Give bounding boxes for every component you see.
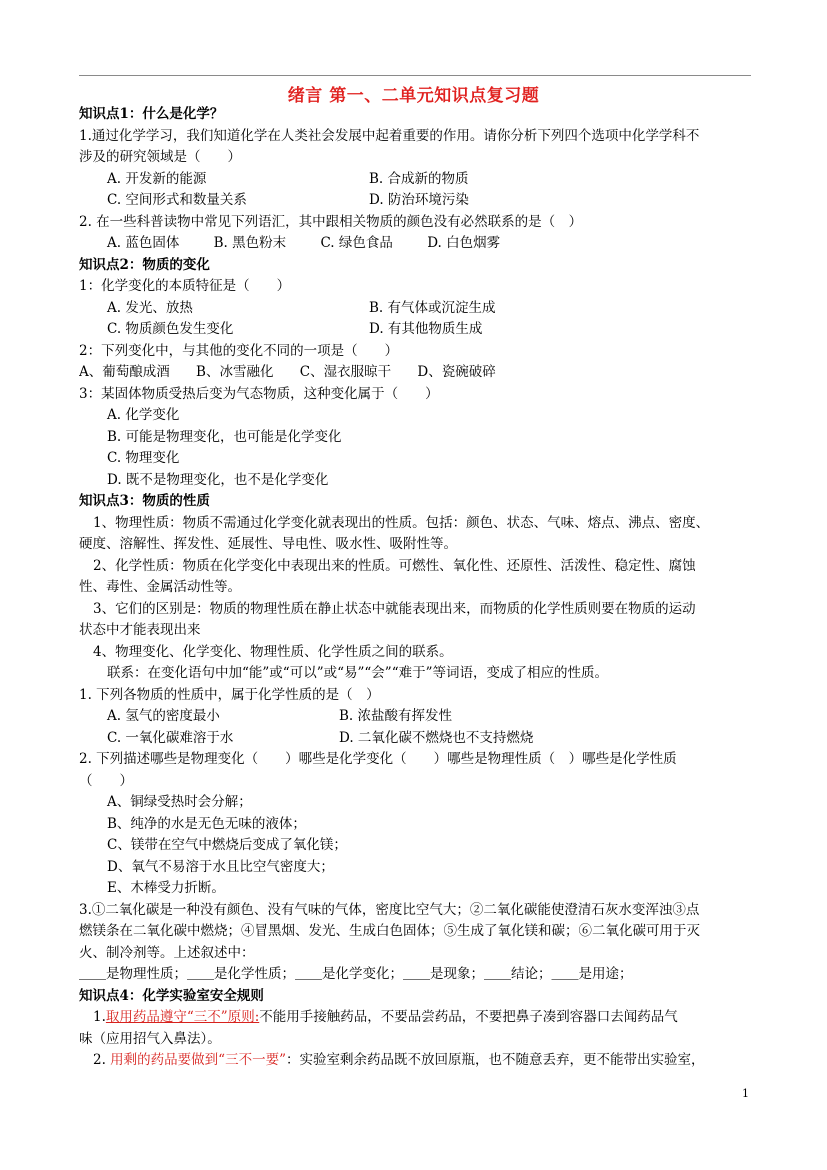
option: B. 有气体或沉淀生成 (369, 299, 496, 316)
option: E、木棒受力折断。 (107, 880, 225, 896)
paragraph: 4、物理变化、化学变化、物理性质、化学性质之间的联系。 (93, 643, 453, 660)
option: C. 绿色食品 (320, 235, 393, 251)
option-row (79, 169, 751, 191)
option: A. 蓝色固体 (107, 235, 180, 251)
question-text: 火、制冷剂等。上述叙述中： (79, 944, 255, 961)
rule-text: 味（应用招气入鼻法）。 (79, 1030, 221, 1047)
paragraph: 性、毒性、金属活动性等。 (79, 579, 241, 595)
paragraph: 硬度、溶解性、挥发性、延展性、导电性、吸水性、吸附性等。 (79, 536, 457, 552)
fill-in-blanks: ＿＿是物理性质；＿＿是化学性质；＿＿是化学变化；＿＿是现象；＿＿结论；＿＿是用途； (79, 966, 633, 982)
question-text: 1. 下列各物质的性质中，属于化学性质的是（ ） (79, 686, 380, 703)
option: D、氧气不易溶于水且比空气密度大； (107, 858, 334, 875)
option-row (79, 706, 751, 728)
option: A. 化学变化 (107, 407, 180, 423)
question-text: 涉及的研究领域是（ ） (79, 149, 241, 165)
rule-number: 1. (93, 1009, 106, 1025)
rule-1 (79, 1007, 751, 1029)
rule-number: 2. (93, 1052, 111, 1068)
option: B. 浓盐酸有挥发性 (339, 708, 453, 724)
question-text: 2. 在一些科普读物中常见下列语汇，其中跟相关物质的颜色没有必然联系的是（ ） (79, 213, 583, 230)
option: C. 物理变化 (107, 450, 180, 466)
option-row (79, 319, 751, 341)
question-text: 2：下列变化中，与其他的变化不同的一项是（ ） (79, 342, 399, 359)
option: D. 有其他物质生成 (369, 321, 483, 337)
option: B、纯净的水是无色无味的液体； (107, 815, 306, 832)
question-text: 1.通过化学学习，我们知道化学在人类社会发展中起着重要的作用。请你分析下列四个选项中化学学科不 (79, 127, 700, 144)
question-text: 2. 下列描述哪些是物理变化（ ）哪些是化学变化（ ）哪些是物理性质（ ）哪些是化学性质 (79, 751, 677, 767)
option: A. 开发新的能源 (107, 170, 207, 187)
paragraph: 联系：在变化语句中加“能”或“可以”或“易”“会”“难于”等词语，变成了相应的性质。 (107, 665, 609, 681)
rule-text: 不能用手接触药品，不要品尝药品，不要把鼻子凑到容器口去闻药品气 (259, 1009, 678, 1025)
option: C、镁带在空气中燃烧后变成了氧化镁； (107, 837, 347, 853)
option-row (79, 233, 751, 255)
header-rule (79, 75, 751, 76)
option: D. 白色烟雾 (427, 235, 501, 251)
option: A. 氢气的密度最小 (107, 708, 220, 724)
question-text: 燃镁条在二氧化碳中燃烧；④冒黑烟、发光、生成白色固体；⑤生成了氧化镁和碳；⑥二氧化碳可用于灭 (79, 923, 700, 939)
option: A、铜绿受热时会分解； (107, 794, 252, 810)
option: C. 物质颜色发生变化 (107, 321, 234, 337)
option: B. 可能是物理变化，也可能是化学变化 (107, 428, 342, 445)
section-heading-2: 知识点2：物质的变化 (79, 256, 210, 273)
paragraph: 2、化学性质：物质在化学变化中表现出来的性质。可燃性、氧化性、还原性、活泼性、稳定性、腐蚀 (93, 557, 696, 574)
document-body (79, 104, 751, 1072)
question-text: 3：某固体物质受热后变为气态物质，这种变化属于（ ） (79, 385, 439, 402)
option: B. 黑色粉末 (213, 235, 287, 251)
section-heading-4: 知识点4：化学实验室安全规则 (79, 987, 264, 1004)
option: C、湿衣服晾干 (299, 364, 392, 380)
option: A、葡萄酿成酒 (79, 364, 170, 380)
option: D. 防治环境污染 (369, 192, 469, 208)
question-text: 1：化学变化的本质特征是（ ） (79, 278, 291, 294)
option: B、冰雪融化 (196, 364, 274, 380)
option-row (79, 728, 751, 750)
option-row (79, 298, 751, 320)
option-row (79, 362, 751, 384)
rule-text: ：实验室剩余药品既不放回原瓶，也不随意丢弃，更不能带出实验室， (285, 1052, 705, 1068)
option: D. 二氧化碳不燃烧也不支持燃烧 (339, 729, 534, 746)
paragraph: 3、它们的区别是：物质的物理性质在静止状态中就能表现出来，而物质的化学性质则要在物质的运动 (93, 600, 696, 617)
page-title: 绪言 第一、二单元知识点复习题 (287, 86, 540, 106)
option: D、瓷碗破碎 (417, 364, 496, 380)
option: C. 空间形式和数量关系 (107, 192, 247, 208)
question-text: （ ） (79, 772, 133, 789)
option: C. 一氧化碳难溶于水 (107, 729, 234, 746)
section-heading-3: 知识点3：物质的性质 (79, 493, 210, 509)
rule-highlight: 用剩的药品要做到“三不一要” (110, 1052, 286, 1068)
rule-2 (79, 1050, 751, 1072)
question-text: 3.①二氧化碳是一种没有颜色、没有气味的气体，密度比空气大；②二氧化碳能使澄清石灰水变浑浊③点 (79, 901, 700, 918)
section-heading-1: 知识点1：什么是化学？ (79, 106, 224, 122)
option: A. 发光、放热 (107, 299, 193, 316)
option: B. 合成新的物质 (369, 170, 469, 187)
paragraph: 1、物理性质：物质不需通过化学变化就表现出的性质。包括：颜色、状态、气味、熔点、沸点、密度、 (93, 514, 710, 531)
rule-highlight: 取用药品遵守“三不”原则: (105, 1009, 260, 1025)
option: D. 既不是物理变化，也不是化学变化 (107, 471, 329, 488)
paragraph: 状态中才能表现出来 (79, 622, 201, 638)
option-row (79, 190, 751, 212)
page-number: 1 (742, 1087, 749, 1100)
